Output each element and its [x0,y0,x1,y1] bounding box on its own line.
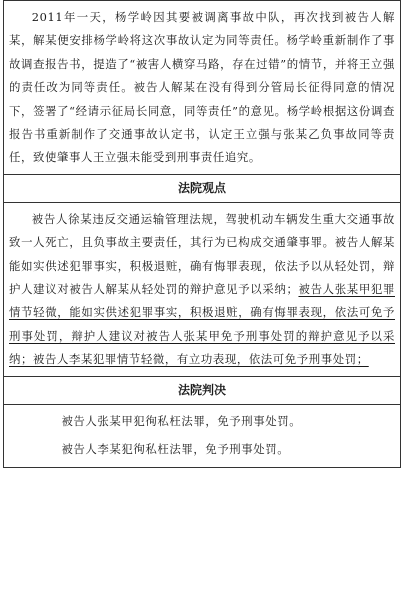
facts-section [4,1,400,175]
court-view-text: 被告人徐某违反交通运输管理法规，驾驶机动车辆发生重大交通事故致一人死亡，且负事故主要责任，其行为已构成交通肇事罪。被告人解某能如实供述犯罪事实，积极退赃，确有悔罪表现，依法予以从轻处罚，辩护人建议对被告人解某从轻处罚的辩护意见予以采纳； [9,211,395,297]
court-view-section [4,203,400,377]
court-view-underlined-text: 被告人张某甲犯罪情节轻微，能如实供述犯罪事实，积极退赃，确有悔罪表现，依法可免予刑事处罚，辩护人建议对被告人张某甲免予刑事处罚的辩护意见予以采纳；被告人李某犯罪情节轻微，有立功表现，依法可免予刑事处罚； [9,282,395,367]
judgment-item: 被告人张某甲犯徇私枉法罪，免予刑事处罚。 [61,413,302,428]
court-view-paragraph [9,208,395,372]
judgment-section [4,405,400,467]
court-view-heading: 法院观点 [4,175,400,203]
judgment-item: 被告人李某犯徇私枉法罪，免予刑事处罚。 [61,441,290,456]
facts-paragraph: 2011年一天，杨学岭因其要被调离事故中队，再次找到被告人解某，解某便安排杨学岭将这次事故认定为同等责任。杨学岭重新制作了事故调查报告书，提造了“被害人横穿马路，存在过错”的情节，并将王立强的责任改为同等责任。被告人解某在没有得到分管局长征得同意的情况下，签署了“经请示征局长同意，同等责任”的意见。杨学岭根据这份调查报告书重新制作了交通事故认定书，认定王立强与张某乙负事故同等责任，致使肇事人王立强未能受到刑事责任追究。 [9,10,395,165]
judgment-heading: 法院判决 [4,377,400,405]
case-document [3,0,401,468]
